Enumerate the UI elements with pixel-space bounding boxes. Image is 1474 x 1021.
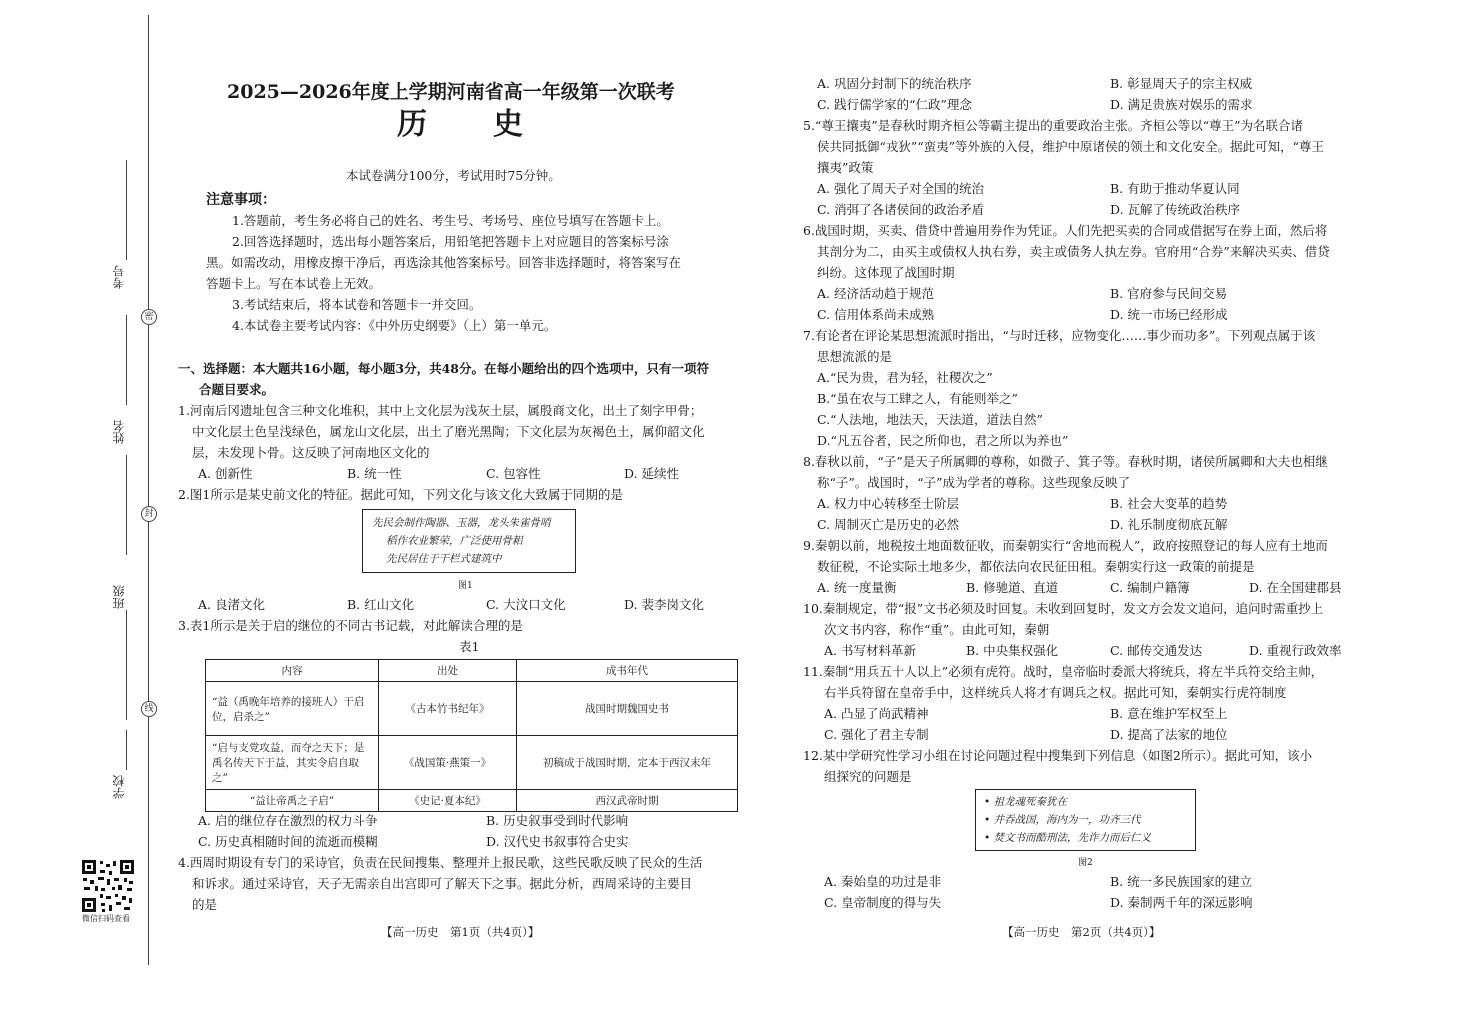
qr-code[interactable] — [80, 858, 136, 918]
q12-option-b[interactable]: B. 统一多民族国家的建立 — [1110, 874, 1253, 889]
seal-feng-mark: 封 — [141, 506, 157, 522]
table-1 — [205, 659, 738, 812]
class-underline — [126, 610, 127, 720]
table-1-cell: 战国时期魏国史书 — [517, 682, 738, 736]
q1-stem-1: 1.河南后冈遗址包含三种文化堆积，其中上文化层为浅灰土层，属殷商文化，出土了刻字甲骨； — [178, 403, 703, 418]
footer-left: 【高一历史 第1页（共4页）】 — [381, 925, 540, 939]
table-1-cell: “益让帝禹之子启” — [206, 790, 379, 812]
q12-option-a[interactable]: A. 秦始皇的功过是非 — [824, 874, 941, 889]
q10-option-b[interactable]: B. 中央集权强化 — [966, 643, 1059, 658]
q2-option-d[interactable]: D. 裴李岗文化 — [624, 597, 705, 612]
q11-option-d[interactable]: D. 提高了法家的地位 — [1110, 727, 1228, 742]
q7-option-d[interactable]: D.“凡五谷者，民之所仰也，君之所以为养也” — [817, 433, 1069, 448]
table-1-cell: 西汉武帝时期 — [517, 790, 738, 812]
score-note: 本试卷满分100分，考试用时75分钟。 — [346, 168, 561, 183]
q8-option-b[interactable]: B. 社会大变革的趋势 — [1110, 496, 1228, 511]
q9-option-c[interactable]: C. 编制户籍簿 — [1110, 580, 1190, 595]
q6-stem-3: 纠纷。这体现了战国时期 — [817, 265, 955, 280]
q1-stem-3: 层，未发现卜骨。这反映了河南地区文化的 — [192, 445, 430, 460]
q8-option-c[interactable]: C. 周制灭亡是历史的必然 — [817, 517, 960, 532]
table-1-cell: 《战国策·燕策一》 — [379, 736, 517, 790]
figure-1-line-2: 稻作农业繁荣，广泛使用骨耜 — [386, 535, 523, 547]
q4-option-a[interactable]: A. 巩固分封制下的统治秩序 — [817, 76, 972, 91]
table-1-cell: “启与支党攻益，而夺之天下；是禹名传天下于益，其实令启自取之” — [206, 736, 379, 790]
q8-option-a[interactable]: A. 权力中心转移至士阶层 — [817, 496, 959, 511]
section1-line1: 一、选择题：本大题共16小题，每小题3分，共48分。在每小题给出的四个选项中，只有一项符 — [178, 361, 709, 376]
note-4: 4.本试卷主要考试内容：《中外历史纲要》（上）第一单元。 — [232, 318, 557, 333]
figure-1-line-1: 先民会制作陶器、玉器，龙头朱雀骨哨 — [372, 517, 551, 529]
q8-stem-2: 称“子”。战国时，“子”成为学者的尊称。这些现象反映了 — [817, 475, 1131, 490]
q4-stem-1: 4.西周时期设有专门的采诗官，负责在民间搜集、整理并上报民歌，这些民歌反映了民众的生活 — [178, 855, 703, 870]
q3-option-c[interactable]: C. 历史真相随时间的流逝而模糊 — [198, 834, 378, 849]
q6-stem-1: 6.战国时期，买卖、借贷中普遍用券作为凭证。人们先把买卖的合同或借据写在券上面，然后将 — [803, 223, 1328, 238]
table-1-cell: “益（禹晚年培养的接班人）干启位，启杀之” — [206, 682, 379, 736]
q12-option-c[interactable]: C. 皇帝制度的得与失 — [824, 895, 942, 910]
q5-option-c[interactable]: C. 消弭了各诸侯间的政治矛盾 — [817, 202, 985, 217]
q2-option-c[interactable]: C. 大汶口文化 — [486, 597, 566, 612]
q11-option-a[interactable]: A. 凸显了尚武精神 — [824, 706, 929, 721]
q4-stem-2: 和诉求。通过采诗官，天子无需亲自出宫即可了解天下之事。据此分析，西周采诗的主要目 — [192, 876, 693, 891]
q11-stem-1: 11.秦制“用兵五十人以上”必须有虎符。战时，皇帝临时委派大将统兵，将左半兵符交给主帅， — [803, 664, 1324, 679]
figure-2-line-3: • 焚文书而酷刑法，先诈力而后仁义 — [984, 832, 1152, 844]
q9-option-a[interactable]: A. 统一度量衡 — [817, 580, 897, 595]
q10-stem-1: 10.秦制规定，带“报”文书必须及时回复。未收到回复时，发文方会发文追问，追问时需重抄上 — [803, 601, 1324, 616]
q3-option-d[interactable]: D. 汉代史书叙事符合史实 — [486, 834, 629, 849]
seal-xian-mark: 线 — [141, 701, 157, 717]
q10-option-a[interactable]: A. 书写材料革新 — [824, 643, 916, 658]
q9-stem-2: 数征税，不论实际土地多少，都依法向农民征田租。秦朝实行这一政策的前提是 — [817, 559, 1255, 574]
q5-option-b[interactable]: B. 有助于推动华夏认同 — [1110, 181, 1240, 196]
q1-option-a[interactable]: A. 创新性 — [198, 466, 253, 481]
q11-stem-2: 右半兵符留在皇帝手中，这样统兵人将才有调兵之权。据此可知，秦朝实行虎符制度 — [824, 685, 1287, 700]
exam-no-label: 考号 — [112, 265, 126, 289]
q7-option-b[interactable]: B.“虽在农与工肆之人，有能则举之” — [817, 391, 1018, 406]
school-underline — [126, 730, 127, 770]
q12-stem-1: 12.某中学研究性学习小组在讨论问题过程中搜集到下列信息（如图2所示）。据此可知，该小 — [803, 748, 1313, 763]
q3-stem: 3.表1所示是关于启的继位的不同古书记载，对此解读合理的是 — [178, 618, 523, 633]
q11-option-c[interactable]: C. 强化了君主专制 — [824, 727, 929, 742]
notes-heading: 注意事项： — [206, 192, 276, 208]
note-3: 3.考试结束后，将本试卷和答题卡一并交回。 — [232, 297, 482, 312]
exam-title: 2025—2026年度上学期河南省高一年级第一次联考 — [227, 81, 675, 103]
name-label: 姓名 — [112, 420, 126, 444]
table-1-cell: 《古本竹书纪年》 — [379, 682, 517, 736]
q7-stem-1: 7.有论者在评论某思想流派时指出，“与时迁移，应物变化……事少而功多”。下列观点属于该 — [803, 328, 1316, 343]
section1-line2: 合题目要求。 — [199, 382, 275, 397]
q10-option-d[interactable]: D. 重视行政效率 — [1249, 643, 1342, 658]
note-2b: 黑。如需改动，用橡皮擦干净后，再选涂其他答案标号。回答非选择题时，将答案写在 — [206, 255, 682, 270]
q2-option-a[interactable]: A. 良渚文化 — [198, 597, 265, 612]
table-1-cell: 《史记·夏本纪》 — [379, 790, 517, 812]
name-underline-2 — [126, 455, 127, 555]
q3-option-a[interactable]: A. 启的继位存在激烈的权力斗争 — [198, 813, 378, 828]
figure-2-caption: 图2 — [1078, 858, 1093, 868]
q7-stem-2: 思想流派的是 — [817, 349, 893, 364]
q9-stem-1: 9.秦朝以前，地税按土地面数征收，而秦朝实行“舍地而税人”，政府按照登记的每人应有土地而 — [803, 538, 1328, 553]
q8-stem-1: 8.春秋以前，“子”是天子所属卿的尊称，如微子、箕子等。春秋时期，诸侯所属卿和大夫也相继 — [803, 454, 1328, 469]
table-1-header: 内容 — [206, 660, 379, 682]
q4-option-d[interactable]: D. 满足贵族对娱乐的需求 — [1110, 97, 1253, 112]
q7-option-c[interactable]: C.“人法地，地法天，天法道，道法自然” — [817, 412, 1043, 427]
qr-caption: 微信扫码查看 — [82, 914, 130, 923]
table-1-title: 表1 — [459, 639, 480, 654]
figure-2-line-1: • 祖龙魂死秦犹在 — [984, 796, 1068, 808]
figure-2-line-2: • 并吞战国，海内为一，功齐三代 — [984, 814, 1141, 826]
q2-option-b[interactable]: B. 红山文化 — [347, 597, 415, 612]
q5-stem-3: 攘夷”政策 — [817, 160, 874, 175]
q5-stem-1: 5.“尊王攘夷”是春秋时期齐桓公等霸主提出的重要政治主张。齐桓公等以“尊王”为名联合诸 — [803, 118, 1303, 133]
q6-option-a[interactable]: A. 经济活动趋于规范 — [817, 286, 934, 301]
class-label: 班级 — [112, 585, 126, 609]
q4-option-c[interactable]: C. 践行儒学家的“仁政”理念 — [817, 97, 972, 112]
q6-option-c[interactable]: C. 信用体系尚未成熟 — [817, 307, 935, 322]
q5-option-a[interactable]: A. 强化了周天子对全国的统治 — [817, 181, 984, 196]
table-1-header: 出处 — [379, 660, 517, 682]
seal-mi-mark: 密 — [141, 309, 157, 325]
q4-stem-3: 的是 — [192, 897, 218, 912]
q9-option-d[interactable]: D. 在全国建郡县 — [1249, 580, 1342, 595]
q1-option-d[interactable]: D. 延续性 — [624, 466, 680, 481]
q6-option-d[interactable]: D. 统一市场已经形成 — [1110, 307, 1228, 322]
note-1: 1.答题前，考生务必将自己的姓名、考生号、考场号、座位号填写在答题卡上。 — [232, 213, 669, 228]
note-2a: 2.回答选择题时，选出每小题答案后，用铅笔把答题卡上对应题目的答案标号涂 — [232, 234, 669, 249]
note-2c: 答题卡上。写在本试卷上无效。 — [206, 276, 382, 291]
q1-stem-2: 中文化层土色呈浅绿色，属龙山文化层，出土了磨光黑陶；下文化层为灰褐色土，属仰韶文化 — [192, 424, 705, 439]
subject-title: 历 史 — [397, 107, 541, 142]
q10-option-c[interactable]: C. 邮传交通发达 — [1110, 643, 1203, 658]
binding-line — [148, 15, 149, 965]
table-1-header: 成书年代 — [517, 660, 738, 682]
footer-right: 【高一历史 第2页（共4页）】 — [1002, 925, 1161, 939]
q1-option-c[interactable]: C. 包容性 — [486, 466, 541, 481]
q12-stem-2: 组探究的问题是 — [824, 769, 912, 784]
q1-option-b[interactable]: B. 统一性 — [347, 466, 402, 481]
figure-1-line-3: 先民居住于干栏式建筑中 — [386, 553, 502, 565]
school-label: 学校 — [112, 775, 126, 799]
q5-option-d[interactable]: D. 瓦解了传统政治秩序 — [1110, 202, 1241, 217]
table-1-cell: 初稿成于战国时期，定本于西汉末年 — [517, 736, 738, 790]
figure-1-caption: 图1 — [458, 581, 473, 591]
exam-no-underline — [126, 160, 127, 260]
q8-option-d[interactable]: D. 礼乐制度彻底瓦解 — [1110, 517, 1228, 532]
q11-option-b[interactable]: B. 意在维护军权至上 — [1110, 706, 1228, 721]
q12-option-d[interactable]: D. 秦制两千年的深远影响 — [1110, 895, 1253, 910]
q10-stem-2: 次文书内容，称作“重”。由此可知，秦朝 — [824, 622, 1050, 637]
name-underline — [126, 315, 127, 405]
q4-option-b[interactable]: B. 彰显周天子的宗主权威 — [1110, 76, 1253, 91]
q6-option-b[interactable]: B. 官府参与民间交易 — [1110, 286, 1228, 301]
q7-option-a[interactable]: A.“民为贵，君为轻，社稷次之” — [817, 370, 993, 385]
q3-option-b[interactable]: B. 历史叙事受到时代影响 — [486, 813, 629, 828]
q5-stem-2: 侯共同抵御“戎狄”“蛮夷”等外族的入侵，维护中原诸侯的领土和文化安全。据此可知，“尊王 — [817, 139, 1324, 154]
q2-stem: 2.图1所示是某史前文化的特征。据此可知，下列文化与该文化大致属于同期的是 — [178, 487, 623, 502]
q9-option-b[interactable]: B. 修驰道、直道 — [966, 580, 1059, 595]
q6-stem-2: 其剖分为二，由买主或债权人执右券，卖主或债务人执左券。官府用“合券”来解决买卖、借贷 — [817, 244, 1330, 259]
